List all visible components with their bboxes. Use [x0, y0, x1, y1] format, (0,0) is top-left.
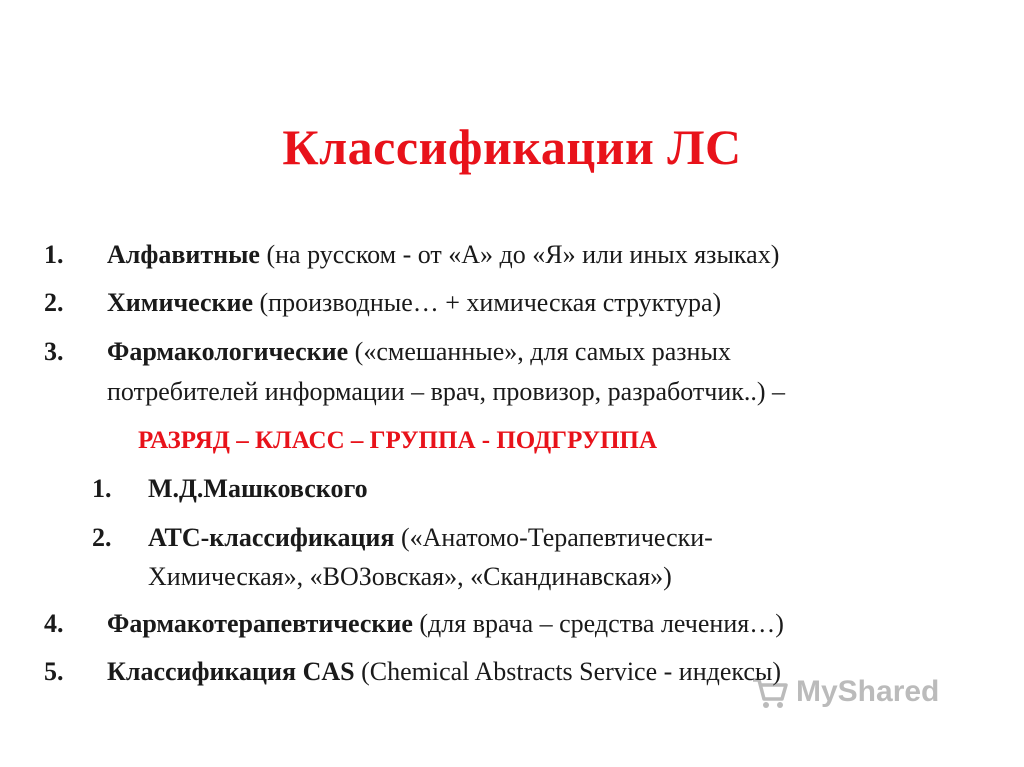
list-text [107, 240, 779, 270]
list-description: (на русском - от «А» до «Я» или иных языках) [259, 240, 780, 269]
list-description: (производные… + химическая структура) [253, 288, 722, 317]
list-term: Алфавитные [107, 240, 260, 269]
watermark [750, 670, 960, 714]
list-number: 5. [44, 657, 64, 686]
list-description: (для врача – средства лечения…) [412, 609, 784, 638]
list-description: («смешанные», для самых разных [348, 337, 731, 366]
list-description: (Chemical Abstracts Service - индексы) [354, 657, 782, 686]
list-term: Фармакологические [107, 337, 349, 366]
list-term: Фармакотерапевтические [107, 609, 413, 638]
sub-list-text [148, 523, 713, 553]
sub-list-item-2-continuation: Химическая», «ВОЗовская», «Скандинавская») [148, 562, 672, 591]
list-text [107, 657, 781, 687]
shopping-cart-icon [750, 672, 790, 712]
sub-list-number: 1. [92, 474, 112, 503]
watermark-text: MyShared [796, 675, 940, 708]
sub-list-term: М.Д.Машковского [148, 474, 368, 503]
list-item-3-continuation: потребителей информации – врач, провизор, разработчик..) – [107, 377, 786, 406]
list-text [107, 288, 721, 318]
list-number: 4. [44, 609, 64, 638]
sub-list-description: («Анатомо-Терапевтически- [394, 523, 713, 552]
sub-list-number: 2. [92, 523, 112, 552]
list-number: 3. [44, 337, 64, 366]
classification-hierarchy: РАЗРЯД – КЛАСС – ГРУППА - ПОДГРУППА [138, 427, 658, 454]
sub-list-term: АТС-классификация [148, 523, 395, 552]
list-text [107, 609, 784, 639]
slide-title: Классификации ЛС [282, 119, 742, 175]
list-term: Классификация CAS [107, 657, 355, 686]
list-text [107, 337, 731, 367]
list-number: 2. [44, 288, 64, 317]
list-term: Химические [107, 288, 254, 317]
list-number: 1. [44, 240, 64, 269]
